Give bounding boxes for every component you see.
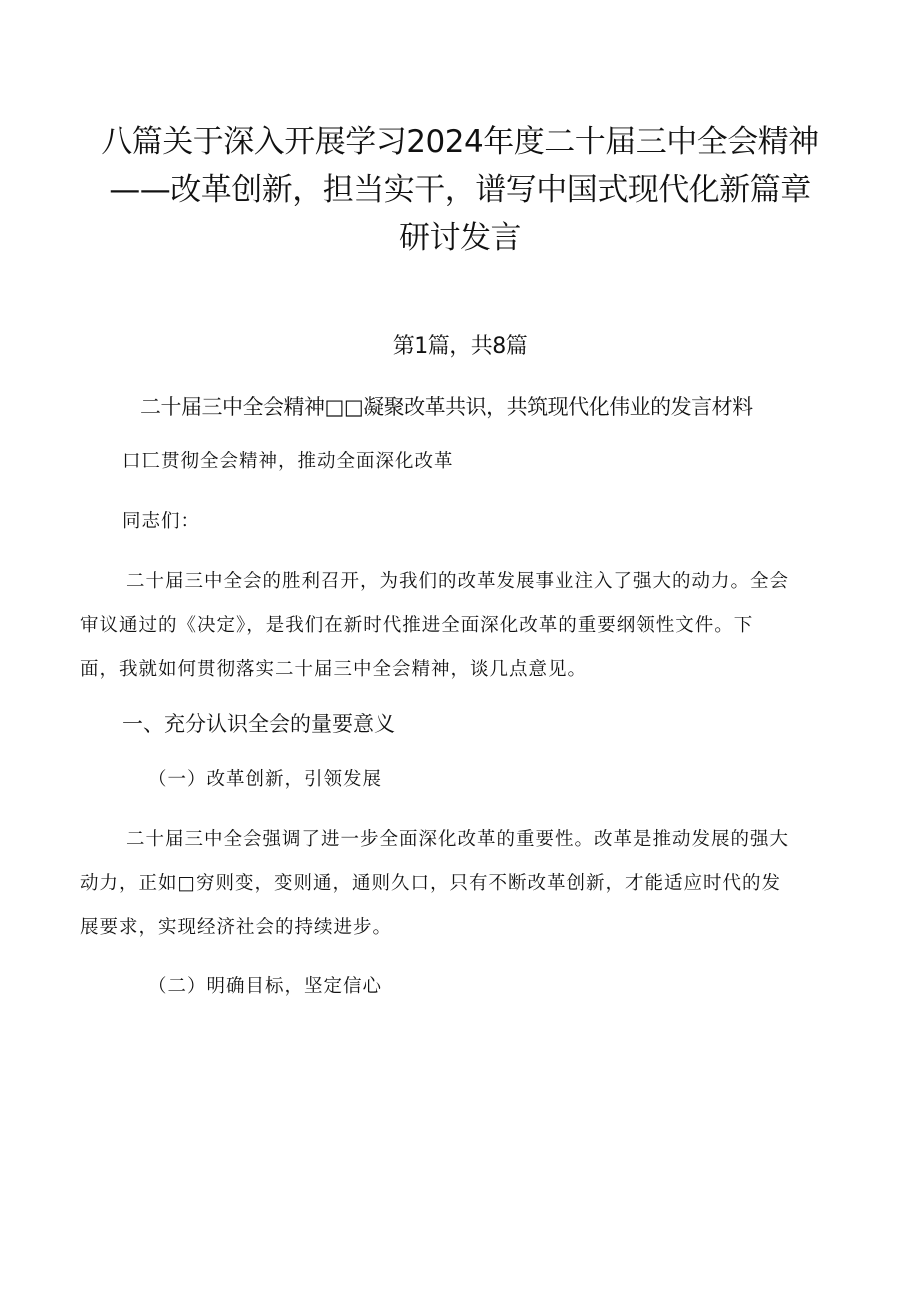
subsection-heading-1: （一）改革创新，引领发展: [148, 769, 383, 790]
paragraph-line: 展要求，实现经济社会的持续进步。: [80, 917, 393, 938]
paragraph-line: 二十届三中全会强调了进一步全面深化改革的重要性。改革是推动发展的强大: [126, 829, 790, 850]
intro-paragraph: [80, 560, 860, 692]
document-title: [60, 118, 860, 262]
title-line: 研讨发言: [399, 220, 521, 256]
subheading: 口匸贯彻全会精神，推动全面深化改革: [122, 451, 454, 472]
section-heading: 一、充分认识全会的量要意义: [122, 712, 395, 736]
title-line: 八篇关于深入开展学习2024年度二十届三中全会精神: [101, 124, 819, 160]
body-paragraph: [80, 818, 860, 950]
subsection-heading-2: （二）明确目标，坚定信心: [148, 976, 383, 997]
paragraph-line: 动力，正如□穷则变，变则通，通则久口，只有不断改革创新，才能适应时代的发: [80, 873, 781, 894]
title-line: ——改革创新，担当实干，谱写中国式现代化新篇章: [109, 172, 811, 208]
part-heading: 第1篇，共8篇: [392, 334, 528, 359]
paragraph-line: 面，我就如何贯彻落实二十届三中全会精神，谈几点意见。: [80, 659, 588, 680]
paragraph-line: 二十届三中全会的胜利召开，为我们的改革发展事业注入了强大的动力。全会: [126, 571, 790, 592]
paragraph-line: 审议通过的《决定》，是我们在新时代推进全面深化改革的重要纲领性文件。下: [80, 615, 754, 636]
salutation: 同志们：: [122, 511, 201, 532]
subtitle: 二十届三中全会精神□□凝聚改革共识，共筑现代化伟业的发言材料: [140, 395, 753, 419]
